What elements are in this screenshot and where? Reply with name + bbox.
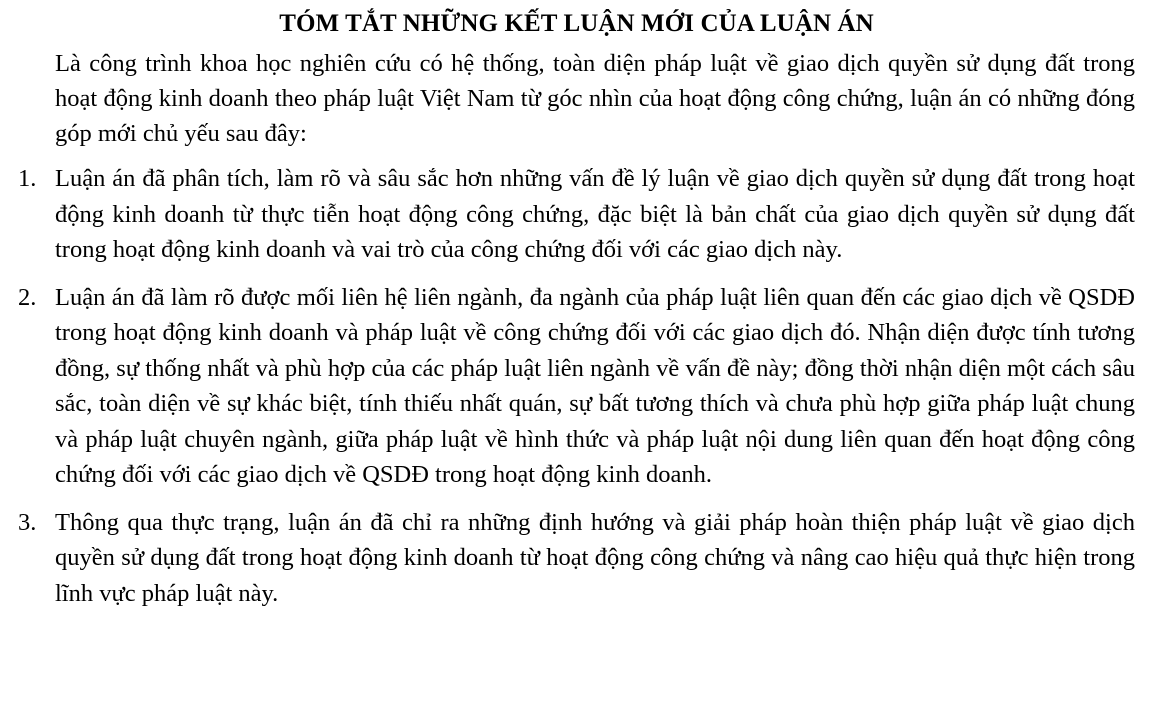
list-item (18, 280, 1135, 493)
intro-paragraph: Là công trình khoa học nghiên cứu có hệ thống, toàn diện pháp luật về giao dịch quyền sử dụng đất trong hoạt động kinh doanh theo pháp luật Việt Nam từ góc nhìn của hoạt động công chứng, luận án có những đóng góp mới chủ yếu sau đây: (55, 50, 1135, 147)
list-item-number: 2. (18, 283, 37, 311)
document-title: TÓM TẮT NHỮNG KẾT LUẬN MỚI CỦA LUẬN ÁN (279, 10, 874, 37)
list-item-text: Thông qua thực trạng, luận án đã chỉ ra những định hướng và giải pháp hoàn thiện pháp luật về giao dịch quyền sử dụng đất trong hoạt động kinh doanh từ hoạt động công chứng và nâng cao hiệu quả thực hiện trong lĩnh vực pháp luật này. (55, 508, 1135, 607)
list-item-text: Luận án đã làm rõ được mối liên hệ liên ngành, đa ngành của pháp luật liên quan đến các giao dịch về QSDĐ trong hoạt động kinh doanh và pháp luật về công chứng đối với các giao dịch đó. Nhận diện được tính tương đồng, sự thống nhất và phù hợp của các pháp luật liên ngành về vấn đề này; đồng thời nhận diện một cách sâu sắc, toàn diện về sự khác biệt, tính thiếu nhất quán, sự bất tương thích và chưa phù hợp giữa pháp luật chung và pháp luật chuyên ngành, giữa pháp luật về hình thức và pháp luật nội dung liên quan đến hoạt động công chứng đối với các giao dịch về QSDĐ trong hoạt động kinh doanh. (55, 283, 1135, 488)
list-item (18, 505, 1135, 612)
list-item-number: 3. (18, 508, 37, 536)
list-item-number: 1. (18, 165, 37, 192)
conclusions-list (18, 161, 1135, 611)
list-item-text: Luận án đã phân tích, làm rõ và sâu sắc hơn những vấn đề lý luận về giao dịch quyền sử dụng đất trong hoạt động kinh doanh từ thực tiễn hoạt động công chứng, đặc biệt là bản chất của giao dịch quyền sử dụng đất trong hoạt động kinh doanh và vai trò của công chứng đối với các giao dịch này. (55, 165, 1135, 263)
list-item (18, 161, 1135, 268)
